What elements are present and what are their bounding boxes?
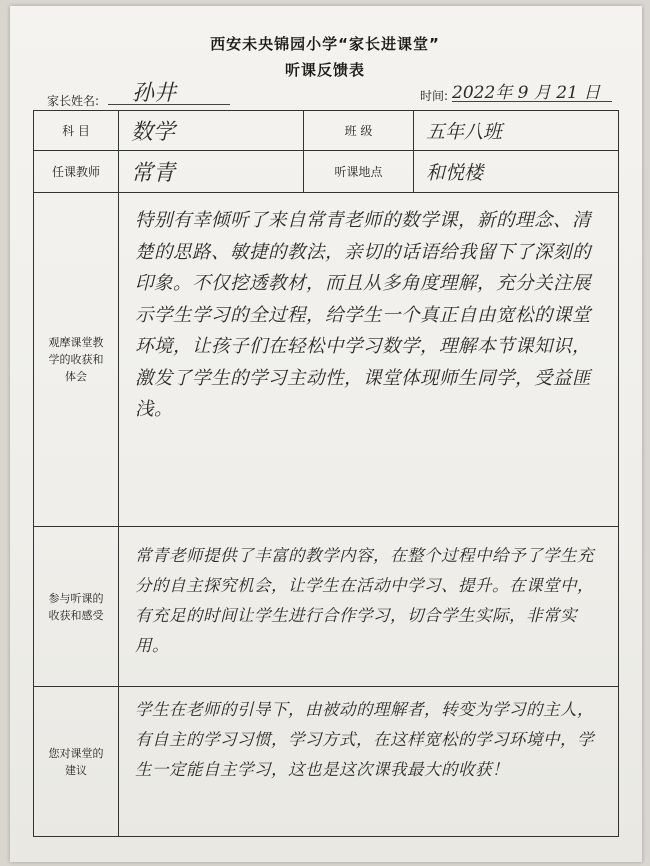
time-label: 时间: xyxy=(420,89,449,103)
parent-name-value: 孙井 xyxy=(132,81,177,106)
observation-text: 特别有幸倾听了来自常青老师的数学课，新的理念、清楚的思路、敏捷的教法，亲切的话语给我留下了深刻的印象。不仅挖透教材，而且从多角度理解，充分关注展示学生学习的全过程，给学生一个真正自由宽松的课堂环境，让孩子们在轻松中学习数学，理解本节课知识，激发了学生的学习主动性，课堂体现师生同学，受益匪浅。 xyxy=(119,193,619,527)
form-title: 西安未央锦园小学“家长进课堂” xyxy=(210,35,440,53)
participation-label: 参与听课的收获和感受 xyxy=(34,527,119,687)
parent-name-underline xyxy=(108,104,230,105)
time-value: 2022年 9 月 21 日 xyxy=(452,83,601,103)
row-subject-class xyxy=(34,111,619,151)
participation-text: 常青老师提供了丰富的教学内容，在整个过程中给予了学生充分的自主探究机会，让学生在活动中学习、提升。在课堂中，有充足的时间让学生进行合作学习，切合学生实际，非常实用。 xyxy=(119,527,619,687)
row-participation xyxy=(34,527,619,687)
form-subtitle: 听课反馈表 xyxy=(284,61,365,79)
teacher-label: 任课教师 xyxy=(34,151,119,193)
suggestion-text: 学生在老师的引导下，由被动的理解者，转变为学习的主人，有自主的学习习惯，学习方式，在这样宽松的学习环境中，学生一定能自主学习，这也是这次课我最大的收获！ xyxy=(119,687,619,837)
subject-value: 数学 xyxy=(119,111,304,151)
subject-label: 科 目 xyxy=(34,111,119,151)
row-observation xyxy=(34,193,619,527)
parent-name-label: 家长姓名: xyxy=(47,94,100,108)
time-underline xyxy=(452,101,612,102)
location-value: 和悦楼 xyxy=(414,151,619,193)
class-value: 五年八班 xyxy=(414,111,619,151)
class-label: 班 级 xyxy=(304,111,414,151)
row-teacher-location xyxy=(34,151,619,193)
suggestion-label: 您对课堂的建议 xyxy=(34,687,119,837)
location-label: 听课地点 xyxy=(304,151,414,193)
row-suggestion xyxy=(34,687,619,837)
feedback-table xyxy=(33,110,619,837)
teacher-value: 常青 xyxy=(119,151,304,193)
observation-label: 观摩课堂教学的收获和体会 xyxy=(34,193,119,527)
